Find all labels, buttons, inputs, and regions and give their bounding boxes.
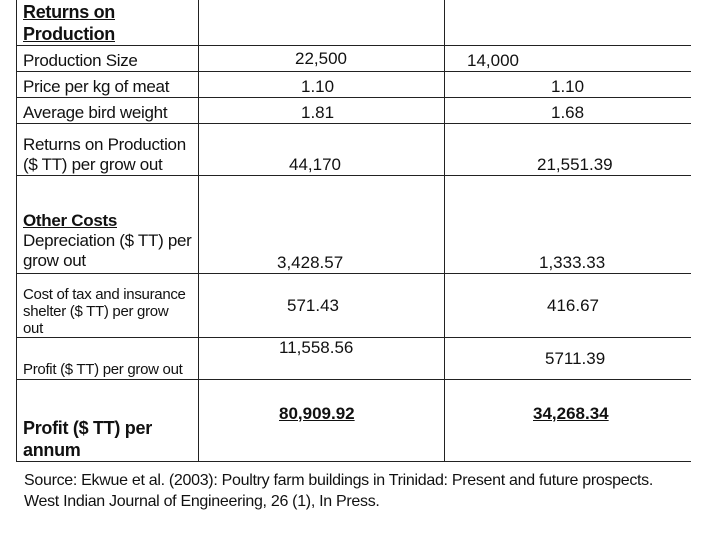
- row-label: Returns on Production: [23, 2, 116, 44]
- value-cell: 416.67: [445, 274, 691, 338]
- value-cell: 1,333.33: [445, 176, 691, 274]
- source-line-1: Source: Ekwue et al. (2003): Poultry farm buildings in Trinidad: Present and future prospects.: [24, 472, 654, 489]
- value-cell: 11,558.56: [199, 338, 445, 380]
- table-row: [17, 0, 691, 46]
- table-row: [17, 124, 691, 176]
- source-citation: [24, 470, 653, 512]
- value-cell: 44,170: [199, 124, 445, 176]
- table-row: [17, 176, 691, 274]
- table-row: [17, 72, 691, 98]
- table-row: [17, 46, 691, 72]
- value-cell: 21,551.39: [445, 124, 691, 176]
- row-label-cell: Production Size: [17, 46, 199, 72]
- value-cell: 5711.39: [445, 338, 691, 380]
- value-cell: 34,268.34: [445, 380, 691, 462]
- table-row: [17, 338, 691, 380]
- table-row: [17, 98, 691, 124]
- row-label-cell: Profit ($ TT) per grow out: [17, 338, 199, 380]
- value-cell: 1.68: [445, 98, 691, 124]
- section-heading-other-costs: Other Costs: [23, 211, 117, 230]
- row-label-cell: Average bird weight: [17, 98, 199, 124]
- table-cell: [199, 0, 445, 46]
- returns-table: [16, 0, 691, 462]
- value-cell: 3,428.57: [199, 176, 445, 274]
- row-label-cell: Cost of tax and insurance shelter ($ TT) per grow out: [17, 274, 199, 338]
- table-row: [17, 274, 691, 338]
- row-label-cell: Profit ($ TT) per annum: [17, 380, 199, 462]
- section-heading-returns: [17, 0, 199, 46]
- table-cell: [445, 0, 691, 46]
- value-cell: 1.81: [199, 98, 445, 124]
- row-label-cell: Other Costs Depreciation ($ TT) per grow out: [17, 176, 199, 274]
- row-label-cell: Price per kg of meat: [17, 72, 199, 98]
- row-label-cell: Returns on Production ($ TT) per grow out: [17, 124, 199, 176]
- value-cell: 80,909.92: [199, 380, 445, 462]
- table-row: [17, 380, 691, 462]
- value-cell: 1.10: [445, 72, 691, 98]
- value-cell: 14,000: [445, 46, 691, 72]
- value-cell: 22,500: [199, 46, 445, 72]
- value-cell: 1.10: [199, 72, 445, 98]
- source-line-2: West Indian Journal of Engineering, 26 (1), In Press.: [24, 493, 380, 510]
- value-cell: 571.43: [199, 274, 445, 338]
